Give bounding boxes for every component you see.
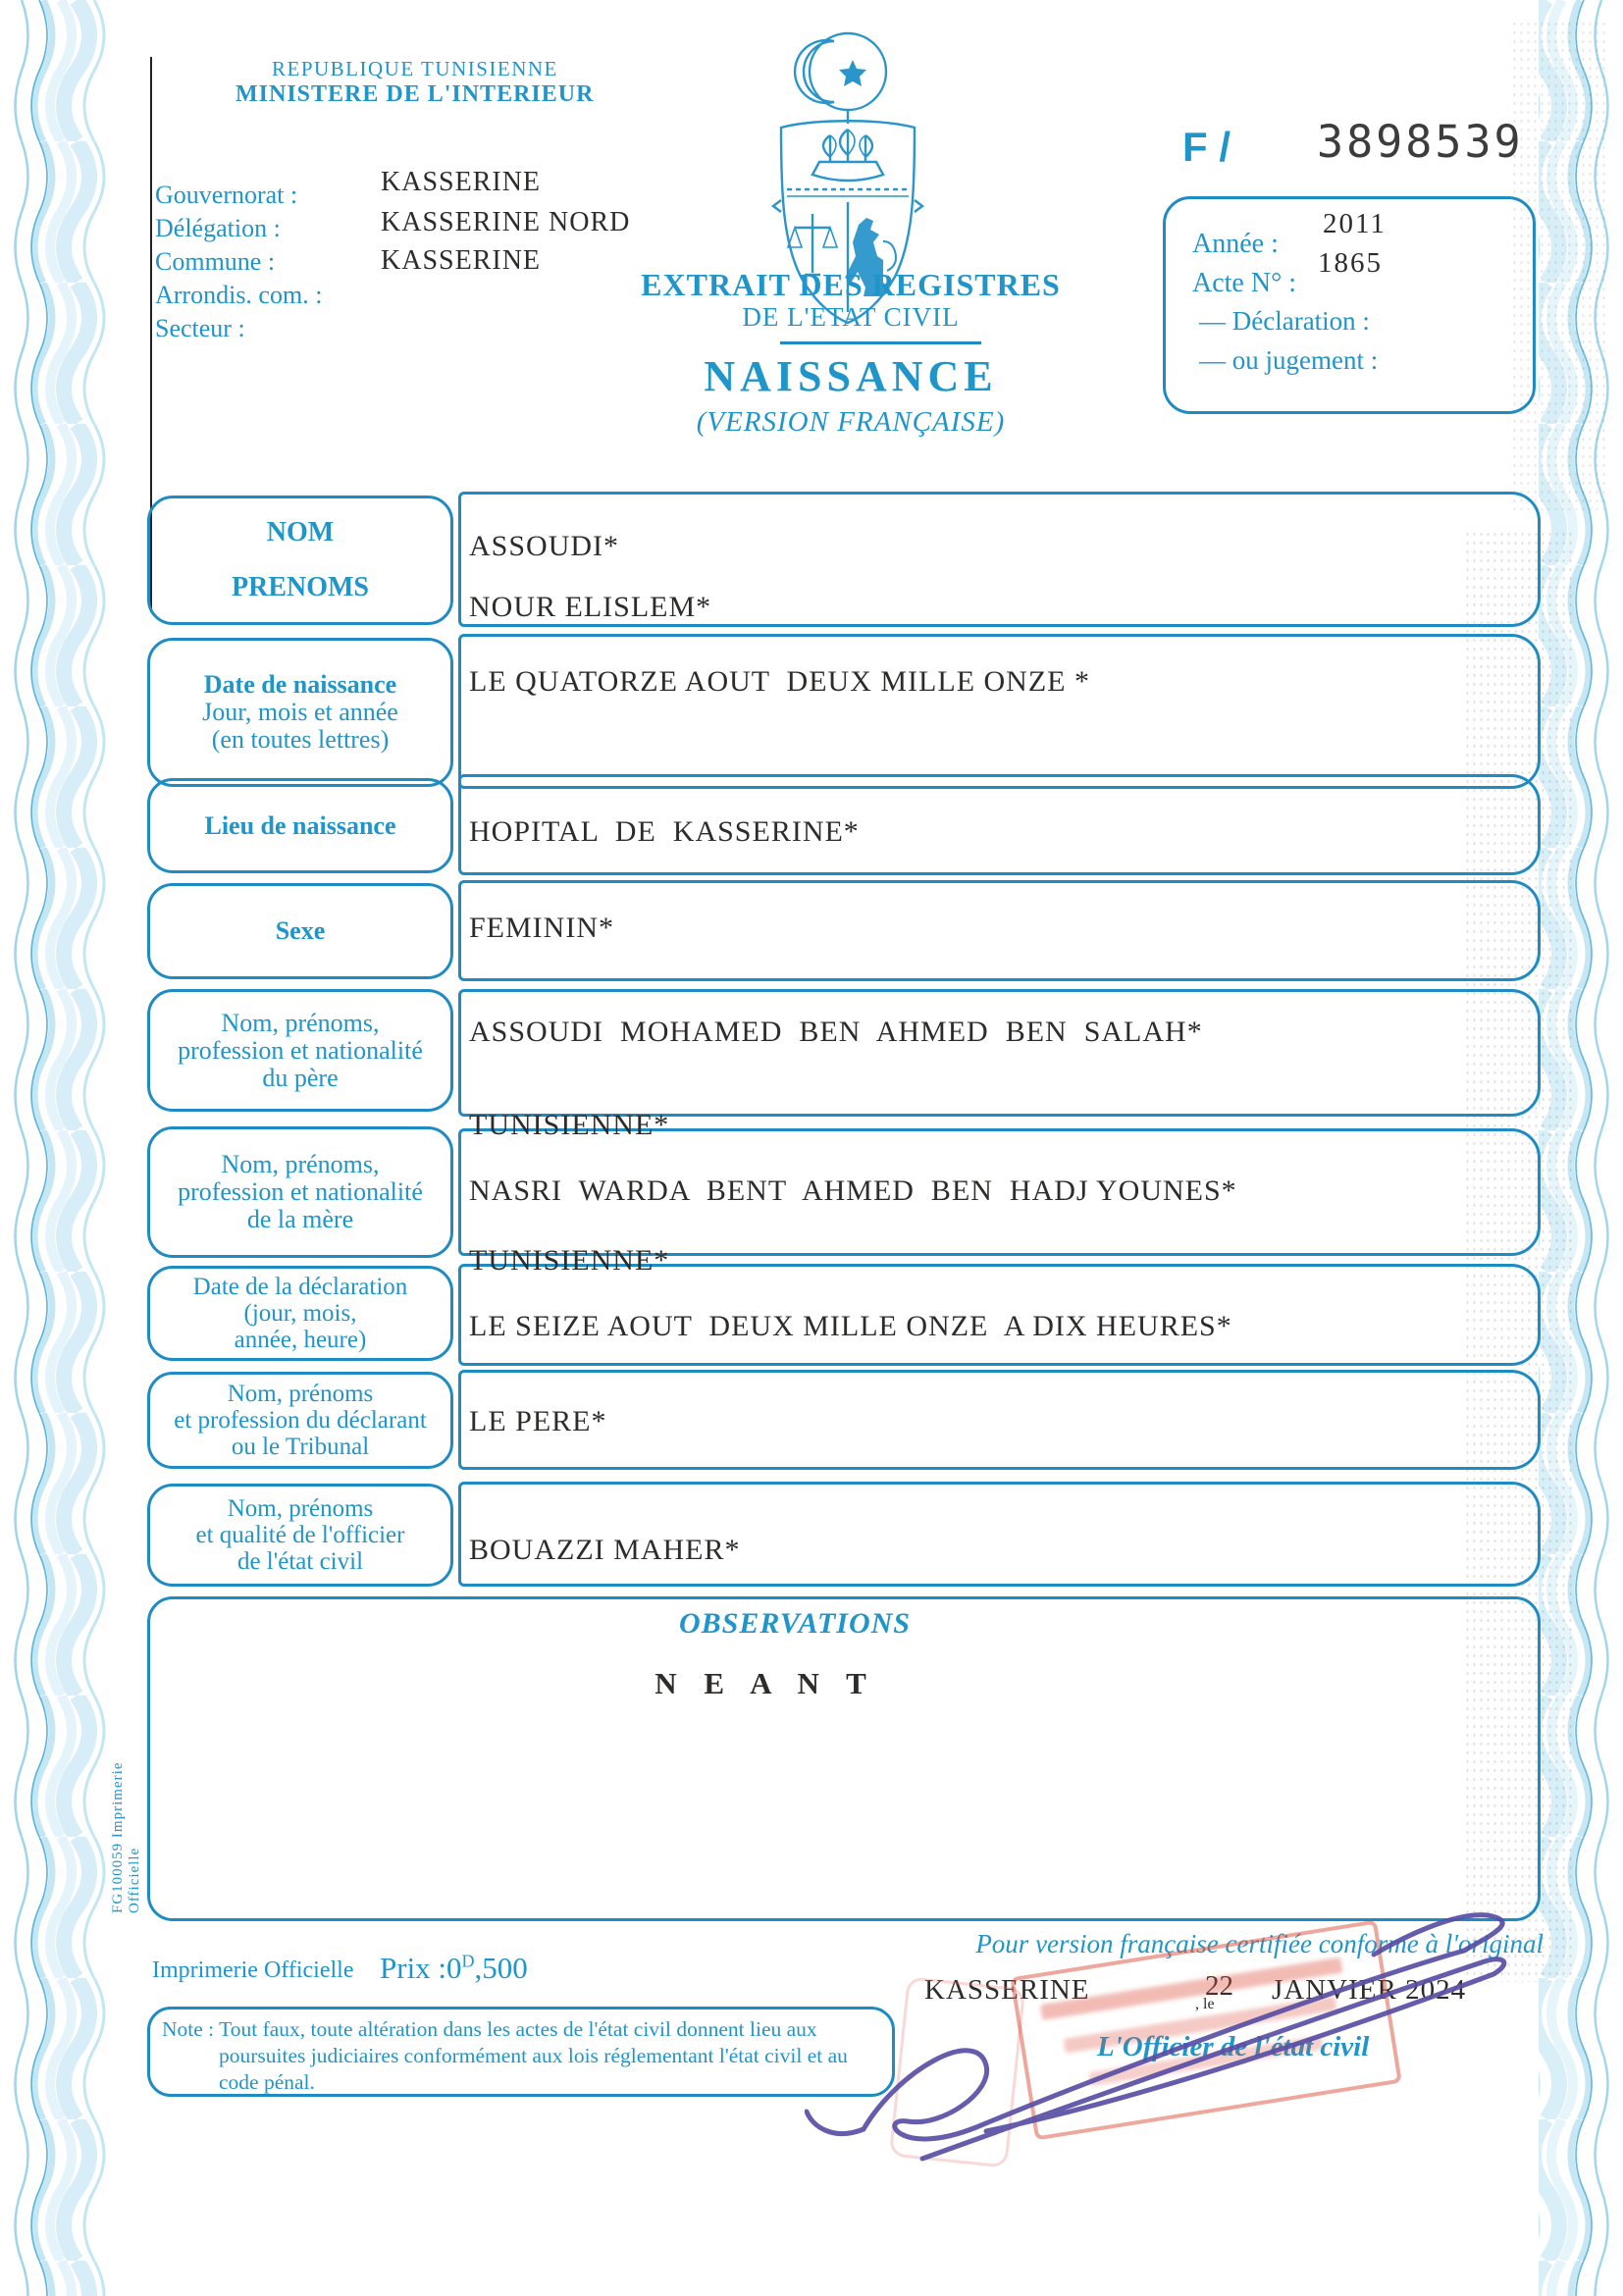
value-nom: ASSOUDI* [469, 530, 620, 562]
commune-value: KASSERINE [381, 245, 542, 276]
label-prenoms: PRENOMS [232, 572, 369, 602]
note-line-2: poursuites judiciaires conformément aux lois réglementant l'état civil et au [219, 2044, 848, 2067]
value-box-declarant [458, 1370, 1541, 1470]
label-nom: NOM [266, 517, 335, 548]
certification-month-year: JANVIER 2024 [1272, 1974, 1467, 2006]
label-delegation: Délégation : [155, 214, 281, 242]
title-extrait: EXTRAIT DES REGISTRES [641, 267, 1061, 302]
declaration-label: — Déclaration : [1199, 306, 1370, 336]
gouvernorat-value: KASSERINE [381, 167, 542, 197]
annee-label: Année : [1192, 229, 1279, 259]
certification-city: KASSERINE [924, 1974, 1090, 2006]
value-sexe: FEMININ* [469, 912, 614, 944]
acte-no-value: 1865 [1318, 247, 1383, 279]
delegation-value: KASSERINE NORD [381, 207, 631, 237]
serial-number: 3898539 [1317, 116, 1524, 168]
jugement-label: — ou jugement : [1199, 345, 1379, 375]
label-box-officier: Nom, prénoms et qualité de l'officier de l'état civil [147, 1484, 453, 1587]
value-box-pere [458, 989, 1541, 1117]
value-date-declaration: LE SEIZE AOUT DEUX MILLE ONZE A DIX HEURES* [469, 1310, 1232, 1342]
prix-label: Prix $:0^D,500$ [380, 1951, 528, 1985]
annee-value: 2011 [1323, 208, 1387, 239]
label-secteur: Secteur : [155, 314, 245, 342]
certification-line: Pour version française certifiée conforme à l'original [975, 1929, 1544, 1958]
label-box-pere: Nom, prénoms, profession et nationalité du père [147, 989, 453, 1112]
certification-le: , le [1195, 1996, 1215, 2012]
value-box-sexe [458, 880, 1541, 981]
label-box-lieu-naissance: Lieu de naissance [147, 778, 453, 873]
title-etat-civil: DE L'ETAT CIVIL [742, 302, 960, 332]
value-lieu-naissance: HOPITAL DE KASSERINE* [469, 815, 860, 848]
officier-signature-title: L'Officier de l'état civil [1097, 2031, 1370, 2062]
title-naissance: NAISSANCE [704, 352, 998, 400]
observations-title: OBSERVATIONS [679, 1607, 911, 1640]
label-commune: Commune : [155, 247, 276, 276]
value-date-naissance: LE QUATORZE AOUT DEUX MILLE ONZE * [469, 665, 1090, 698]
label-box-date-naissance: Date de naissance Jour, mois et année (en toutes lettres) [147, 638, 453, 787]
value-declarant: LE PERE* [469, 1405, 607, 1437]
note-line-1: Note : Tout faux, toute altération dans les actes de l'état civil donnent lieu aux [162, 2017, 817, 2041]
label-arrondissement: Arrondis. com. : [155, 281, 323, 309]
certification-day: 22 [1205, 1970, 1233, 2002]
value-mere-nationalite: TUNISIENNE* [469, 1244, 670, 1277]
left-guilloche-pattern [0, 0, 116, 2296]
label-box-mere: Nom, prénoms, profession et nationalité de la mère [147, 1126, 453, 1258]
signature [805, 1864, 1570, 2218]
value-box-date-naissance [458, 634, 1541, 789]
value-mere-nom: NASRI WARDA BENT AHMED BEN HADJ YOUNES* [469, 1174, 1237, 1207]
label-box-date-declaration: Date de la déclaration (jour, mois, année, heure) [147, 1266, 453, 1361]
observations-value: N E A N T [654, 1666, 876, 1700]
label-box-sexe: Sexe [147, 883, 453, 979]
label-box-nom-prenoms [147, 496, 453, 625]
note-line-3: code pénal. [219, 2070, 315, 2094]
admin-labels [155, 179, 322, 345]
republic-title: REPUBLIQUE TUNISIENNE [272, 57, 558, 80]
serial-prefix: F / [1182, 124, 1230, 170]
side-imprint-text: FG100059 Imprimerie Officielle [110, 1761, 142, 1913]
acte-no-label: Acte N° : [1192, 268, 1297, 298]
label-box-declarant: Nom, prénoms et profession du déclarant ou le Tribunal [147, 1372, 453, 1469]
label-gouvernorat: Gouvernorat : [155, 181, 298, 209]
value-prenoms: NOUR ELISLEM* [469, 591, 712, 623]
value-pere-nom: ASSOUDI MOHAMED BEN AHMED BEN SALAH* [469, 1016, 1203, 1048]
imprimerie-officielle-label: Imprimerie Officielle [152, 1957, 354, 1983]
value-pere-nationalite: TUNISIENNE* [469, 1109, 670, 1141]
value-officier: BOUAZZI MAHER* [469, 1534, 741, 1566]
note-box [147, 2007, 895, 2097]
title-divider [780, 341, 981, 344]
ministry-title: MINISTERE DE L'INTERIEUR [236, 81, 595, 107]
title-version-francaise: (VERSION FRANÇAISE) [696, 406, 1006, 438]
